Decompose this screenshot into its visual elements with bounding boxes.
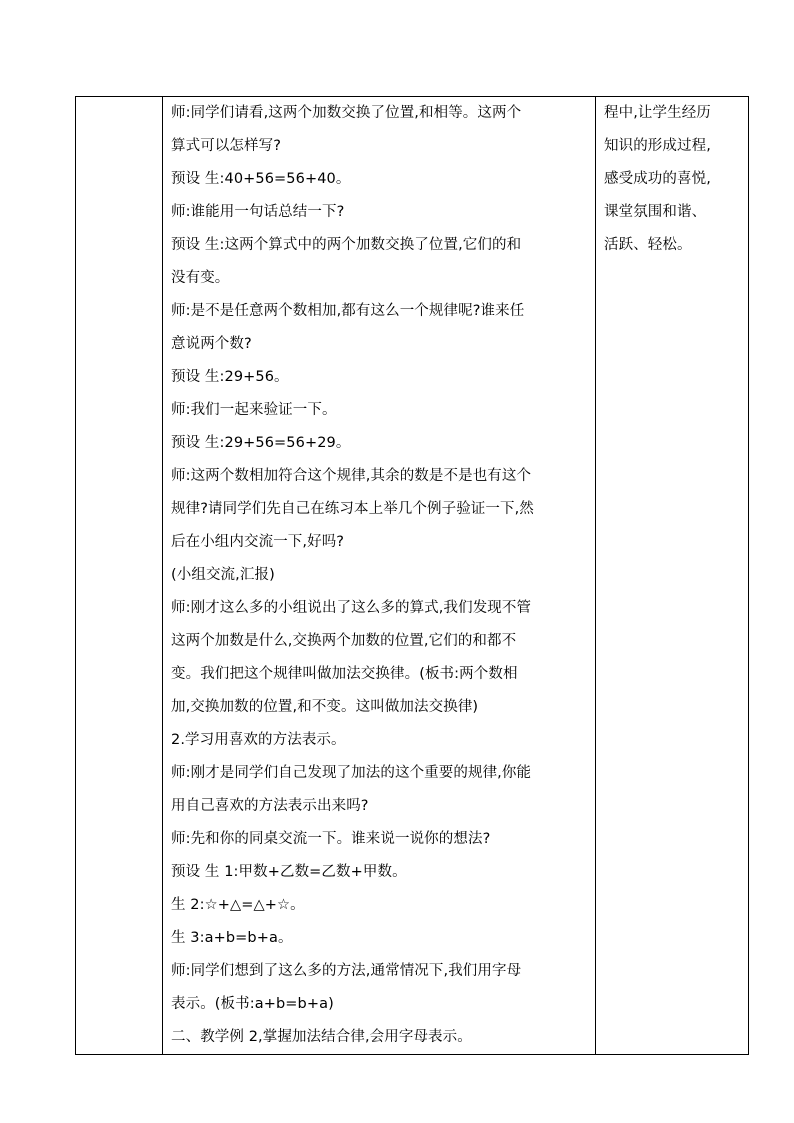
text-line: 二、教学例 2,掌握加法结合律,会用字母表示。 — [171, 1029, 472, 1045]
text-line: 师:刚才这么多的小组说出了这么多的算式,我们发现不管 — [171, 600, 532, 616]
text-line: 算式可以怎样写? — [171, 138, 281, 154]
table-row — [76, 97, 749, 1055]
process-text — [171, 97, 589, 1054]
text-line: 用自己喜欢的方法表示出来吗? — [171, 798, 369, 814]
text-line: 师:同学们请看,这两个加数交换了位置,和相等。这两个 — [171, 105, 522, 121]
text-line: 预设 生 1:甲数+乙数=乙数+甲数。 — [171, 864, 407, 880]
text-line: 没有变。 — [171, 270, 230, 286]
text-line: 预设 生:40+56=56+40。 — [171, 171, 351, 187]
text-line: 2.学习用喜欢的方法表示。 — [171, 732, 346, 748]
text-line: 师:这两个数相加符合这个规律,其余的数是不是也有这个 — [171, 468, 532, 484]
text-line: 师:谁能用一句话总结一下? — [171, 204, 345, 220]
text-line: 生 3:a+b=b+a。 — [171, 930, 293, 946]
text-line: 程中,让学生经历 — [604, 105, 711, 121]
text-line: 课堂氛围和谐、 — [604, 204, 707, 220]
text-line: 意说两个数? — [171, 336, 252, 352]
intent-text — [604, 97, 742, 262]
text-line: 知识的形成过程, — [604, 138, 711, 154]
text-line: 师:刚才是同学们自己发现了加法的这个重要的规律,你能 — [171, 765, 532, 781]
text-line: 师:是不是任意两个数相加,都有这么一个规律呢?谁来任 — [171, 303, 525, 319]
text-line: 师:先和你的同桌交流一下。谁来说一说你的想法? — [171, 831, 491, 847]
text-line: 师:我们一起来验证一下。 — [171, 402, 337, 418]
text-line: 生 2:☆+△=△+☆。 — [171, 897, 305, 913]
text-line: 感受成功的喜悦, — [604, 171, 711, 187]
lesson-plan-table — [75, 96, 749, 1055]
text-line: 表示。(板书:a+b=b+a) — [171, 996, 334, 1012]
text-line: 加,交换加数的位置,和不变。这叫做加法交换律) — [171, 699, 479, 715]
process-column-cell — [163, 97, 596, 1055]
text-line: 变。我们把这个规律叫做加法交换律。(板书:两个数相 — [171, 666, 518, 682]
text-line: 预设 生:29+56=56+29。 — [171, 435, 351, 451]
text-line: (小组交流,汇报) — [171, 567, 275, 583]
text-line: 这两个加数是什么,交换两个加数的位置,它们的和都不 — [171, 633, 517, 649]
text-line: 规律?请同学们先自己在练习本上举几个例子验证一下,然 — [171, 501, 534, 517]
left-column-cell — [76, 97, 163, 1055]
intent-column-cell — [596, 97, 749, 1055]
text-line: 活跃、轻松。 — [604, 237, 692, 253]
text-line: 师:同学们想到了这么多的方法,通常情况下,我们用字母 — [171, 963, 522, 979]
text-line: 后在小组内交流一下,好吗? — [171, 534, 345, 550]
text-line: 预设 生:这两个算式中的两个加数交换了位置,它们的和 — [171, 237, 522, 253]
text-line: 预设 生:29+56。 — [171, 369, 289, 385]
